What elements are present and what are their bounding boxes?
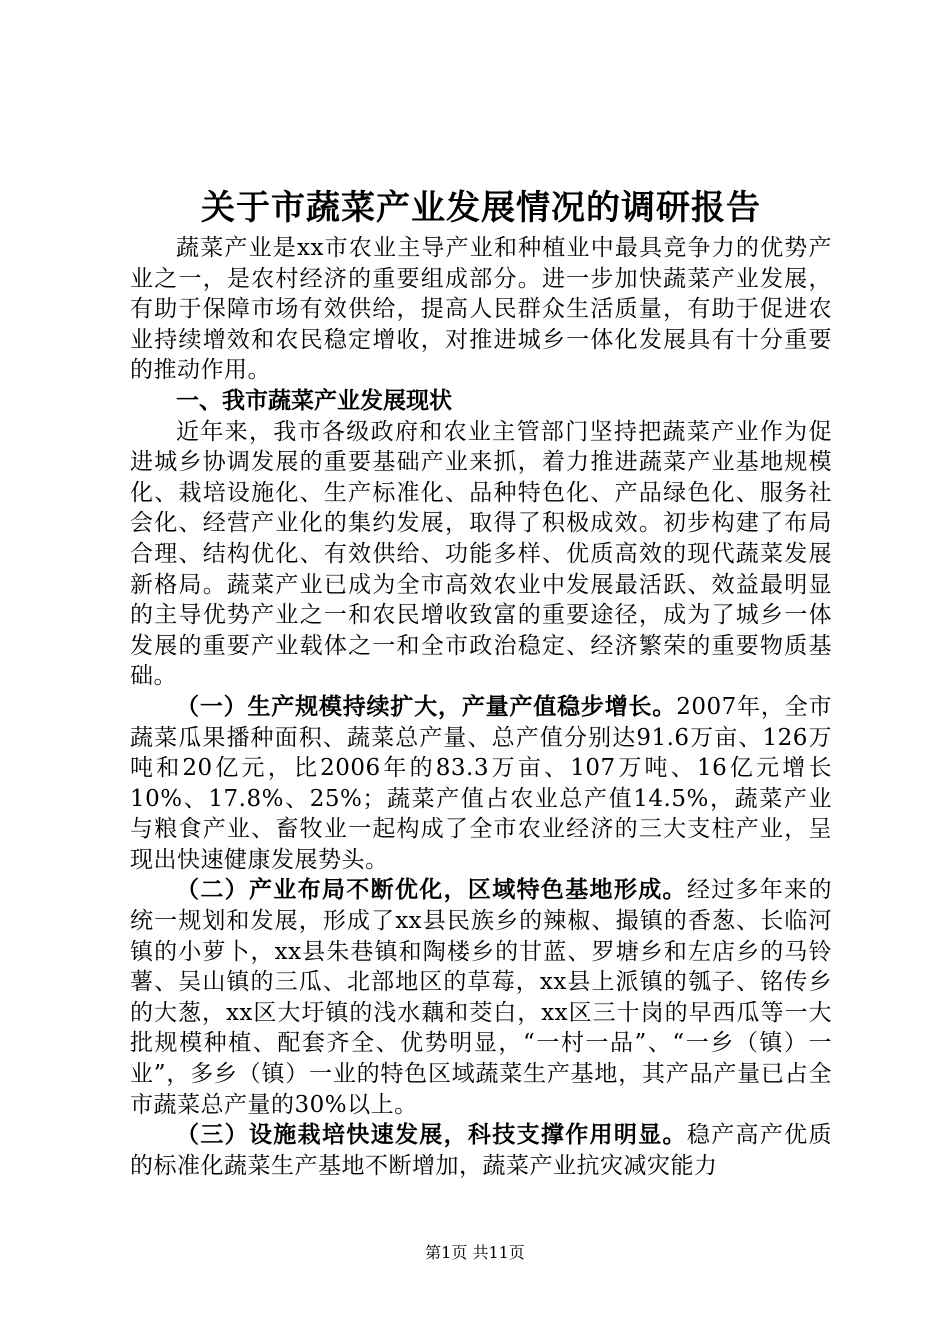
section-1-paragraph: 近年来，我市各级政府和农业主管部门坚持把蔬菜产业作为促进城乡协调发展的重要基础产业来抓，着力推进蔬菜产业基地规模化、栽培设施化、生产标准化、品种特色化、产品绿色化、服务社会化、经营产业化的集约发展，取得了积极成效。初步构建了布局合理、结构优化、有效供给、功能多样、优质高效的现代蔬菜发展新格局。蔬菜产业已成为全市高效农业中发展最活跃、效益最明显的主导优势产业之一和农民增收致富的重要途径，成为了城乡一体发展的重要产业载体之一和全市政治稳定、经济繁荣的重要物质基础。	[130, 418, 832, 690]
point-1-lead: （一）生产规模持续扩大，产量产值稳步增长。	[176, 692, 677, 720]
section-heading-1: 一、我市蔬菜产业发展现状	[176, 386, 452, 414]
intro-paragraph: 蔬菜产业是xx市农业主导产业和种植业中最具竞争力的优势产业之一，是农村经济的重要组成部分。进一步加快蔬菜产业发展，有助于保障市场有效供给，提高人民群众生活质量，有助于促进农业持续增效和农民稳定增收，对推进城乡一体化发展具有十分重要的推动作用。	[130, 235, 832, 384]
point-2-paragraph	[130, 875, 832, 1120]
point-3-lead: （三）设施栽培快速发展，科技支撑作用明显。	[176, 1121, 687, 1149]
document-title: 关于市蔬菜产业发展情况的调研报告	[201, 188, 761, 228]
point-3-paragraph	[130, 1120, 832, 1181]
point-3-body: 稳产高产优质的标准化蔬菜生产基地不断增加，蔬菜产业抗灾减灾能力	[130, 1122, 833, 1179]
page-number-footer: 第1页 共11页	[425, 1243, 525, 1262]
point-1-body: 2007年，全市蔬菜瓜果播种面积、蔬菜总产量、总产值分别达91.6万亩、126万吨和20亿元，比2006年的83.3万亩、107万吨、16亿元增长10%、17.8%、25%；蔬菜产值占农业总产值14.5%，蔬菜产业与粮食产业、畜牧业一起构成了全市农业经济的三大支柱产业，呈现出快速健康发展势头。	[130, 693, 832, 873]
point-2-lead: （二）产业布局不断优化，区域特色基地形成。	[176, 876, 687, 904]
point-1-paragraph	[130, 692, 832, 876]
document-page	[130, 183, 832, 1181]
point-2-body: 经过多年来的统一规划和发展，形成了xx县民族乡的辣椒、撮镇的香葱、长临河镇的小萝卜，xx县朱巷镇和陶楼乡的甘蓝、罗塘乡和左店乡的马铃薯、吴山镇的三瓜、北部地区的草莓，xx县上派镇的瓠子、铭传乡的大葱，xx区大圩镇的浅水藕和茭白，xx区三十岗的早西瓜等一大批规模种植、配套齐全、优势明显，“一村一品”、“一乡（镇）一业”，多乡（镇）一业的特色区域蔬菜生产基地，其产品产量已占全市蔬菜总产量的30%以上。	[130, 877, 833, 1118]
